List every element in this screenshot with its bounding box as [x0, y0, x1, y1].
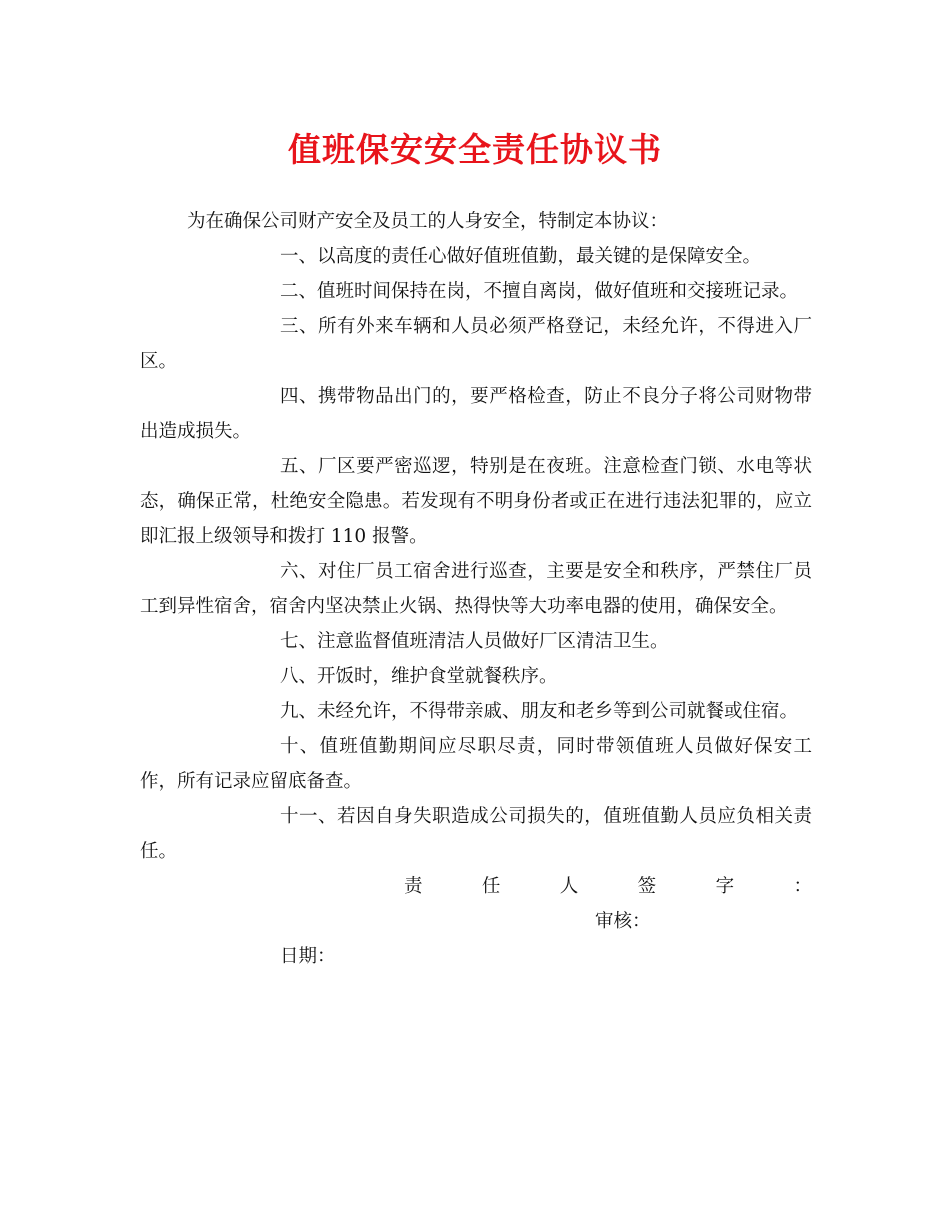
signature-char: 字 [715, 876, 735, 897]
clause-7: 七、注意监督值班清洁人员做好厂区清洁卫生。 [280, 631, 669, 652]
review-label: 审核： [595, 911, 651, 932]
clause-8: 八、开饭时，维护食堂就餐秩序。 [280, 666, 558, 687]
signature-char: ： [793, 876, 812, 897]
signature-char: 任 [481, 876, 501, 897]
clause-11: 十一、若因自身失职造成公司损失的，值班值勤人员应负相关责任。 [140, 806, 812, 862]
document-title: 值班保安安全责任协议书 [288, 130, 662, 169]
clause-5: 五、厂区要严密巡逻，特别是在夜班。注意检查门锁、水电等状态，确保正常，杜绝安全隐患。若发现有不明身份者或正在进行违法犯罪的，应立即汇报上级领导和拨打 110 报警。 [140, 456, 812, 547]
clause-3: 三、所有外来车辆和人员必须严格登记，未经允许，不得进入厂区。 [140, 316, 812, 372]
signature-char: 签 [637, 876, 657, 897]
document-body [140, 204, 812, 974]
signature-line [140, 869, 812, 904]
clause-9: 九、未经允许，不得带亲戚、朋友和老乡等到公司就餐或住宿。 [280, 701, 799, 722]
clause-6: 六、对住厂员工宿舍进行巡查，主要是安全和秩序，严禁住厂员工到异性宿舍，宿舍内坚决禁止火锅、热得快等大功率电器的使用，确保安全。 [140, 561, 812, 617]
clause-1: 一、以高度的责任心做好值班值勤，最关键的是保障安全。 [280, 246, 762, 267]
signature-char: 责 [404, 876, 423, 897]
date-label: 日期： [280, 946, 336, 967]
clause-4: 四、携带物品出门的，要严格检查，防止不良分子将公司财物带出造成损失。 [140, 386, 812, 442]
signature-char: 人 [559, 876, 579, 897]
clause-10: 十、值班值勤期间应尽职尽责，同时带领值班人员做好保安工作，所有记录应留底备查。 [140, 736, 812, 792]
clause-2: 二、值班时间保持在岗，不擅自离岗，做好值班和交接班记录。 [280, 281, 799, 302]
intro-paragraph: 为在确保公司财产安全及员工的人身安全，特制定本协议： [187, 211, 669, 232]
